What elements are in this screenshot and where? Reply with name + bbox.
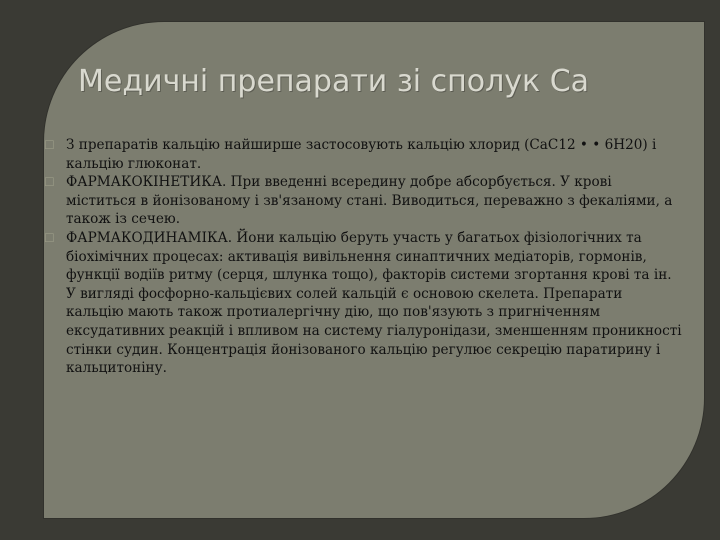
bullet-text: ФАРМАКОКІНЕТИКА. При введенні всередину добре абсорбується. У крові міститься в йонізованому і зв'язаному стані. Виводиться, переважно з фекаліями, а також із сечею. bbox=[66, 174, 673, 228]
bullet-item bbox=[44, 229, 684, 378]
bullet-item bbox=[44, 173, 684, 229]
bullet-list bbox=[44, 136, 684, 378]
bullet-text: З препаратів кальцію найширше застосовують кальцію хлорид (СаС12 • • 6Н20) і кальцію глюконат. bbox=[66, 137, 657, 172]
slide-title bbox=[78, 62, 698, 102]
slide-title-symbol: Са bbox=[549, 64, 590, 99]
slide-title-text: Медичні препарати зі сполук bbox=[78, 64, 550, 99]
bullet-text: ФАРМАКОДИНАМІКА. Йони кальцію беруть участь у багатьох фізіологічних та біохімічних процесах: активація вивільнення синаптичних медіаторів, гормонів, функції водіїв ритму (серця, шлунка тощо), факторів системи згортання крові та ін. У вигляді фосфорно-кальцієвих солей кальцій є основою скелета. Препарати кальцію мають також протиалергічну дію, що пов'язують з пригніченням ексудативних реакцій і впливом на систему гіалуронідази, зменшенням проникності стінки судин. Концентрація йонізованого кальцію регулює секрецію паратирину і кальцитоніну. bbox=[66, 229, 682, 377]
checkbox-bullet-icon: ☐ bbox=[44, 138, 55, 152]
bullet-item bbox=[44, 136, 684, 173]
checkbox-bullet-icon: ☐ bbox=[44, 175, 55, 190]
checkbox-bullet-icon: ☐ bbox=[44, 230, 55, 245]
